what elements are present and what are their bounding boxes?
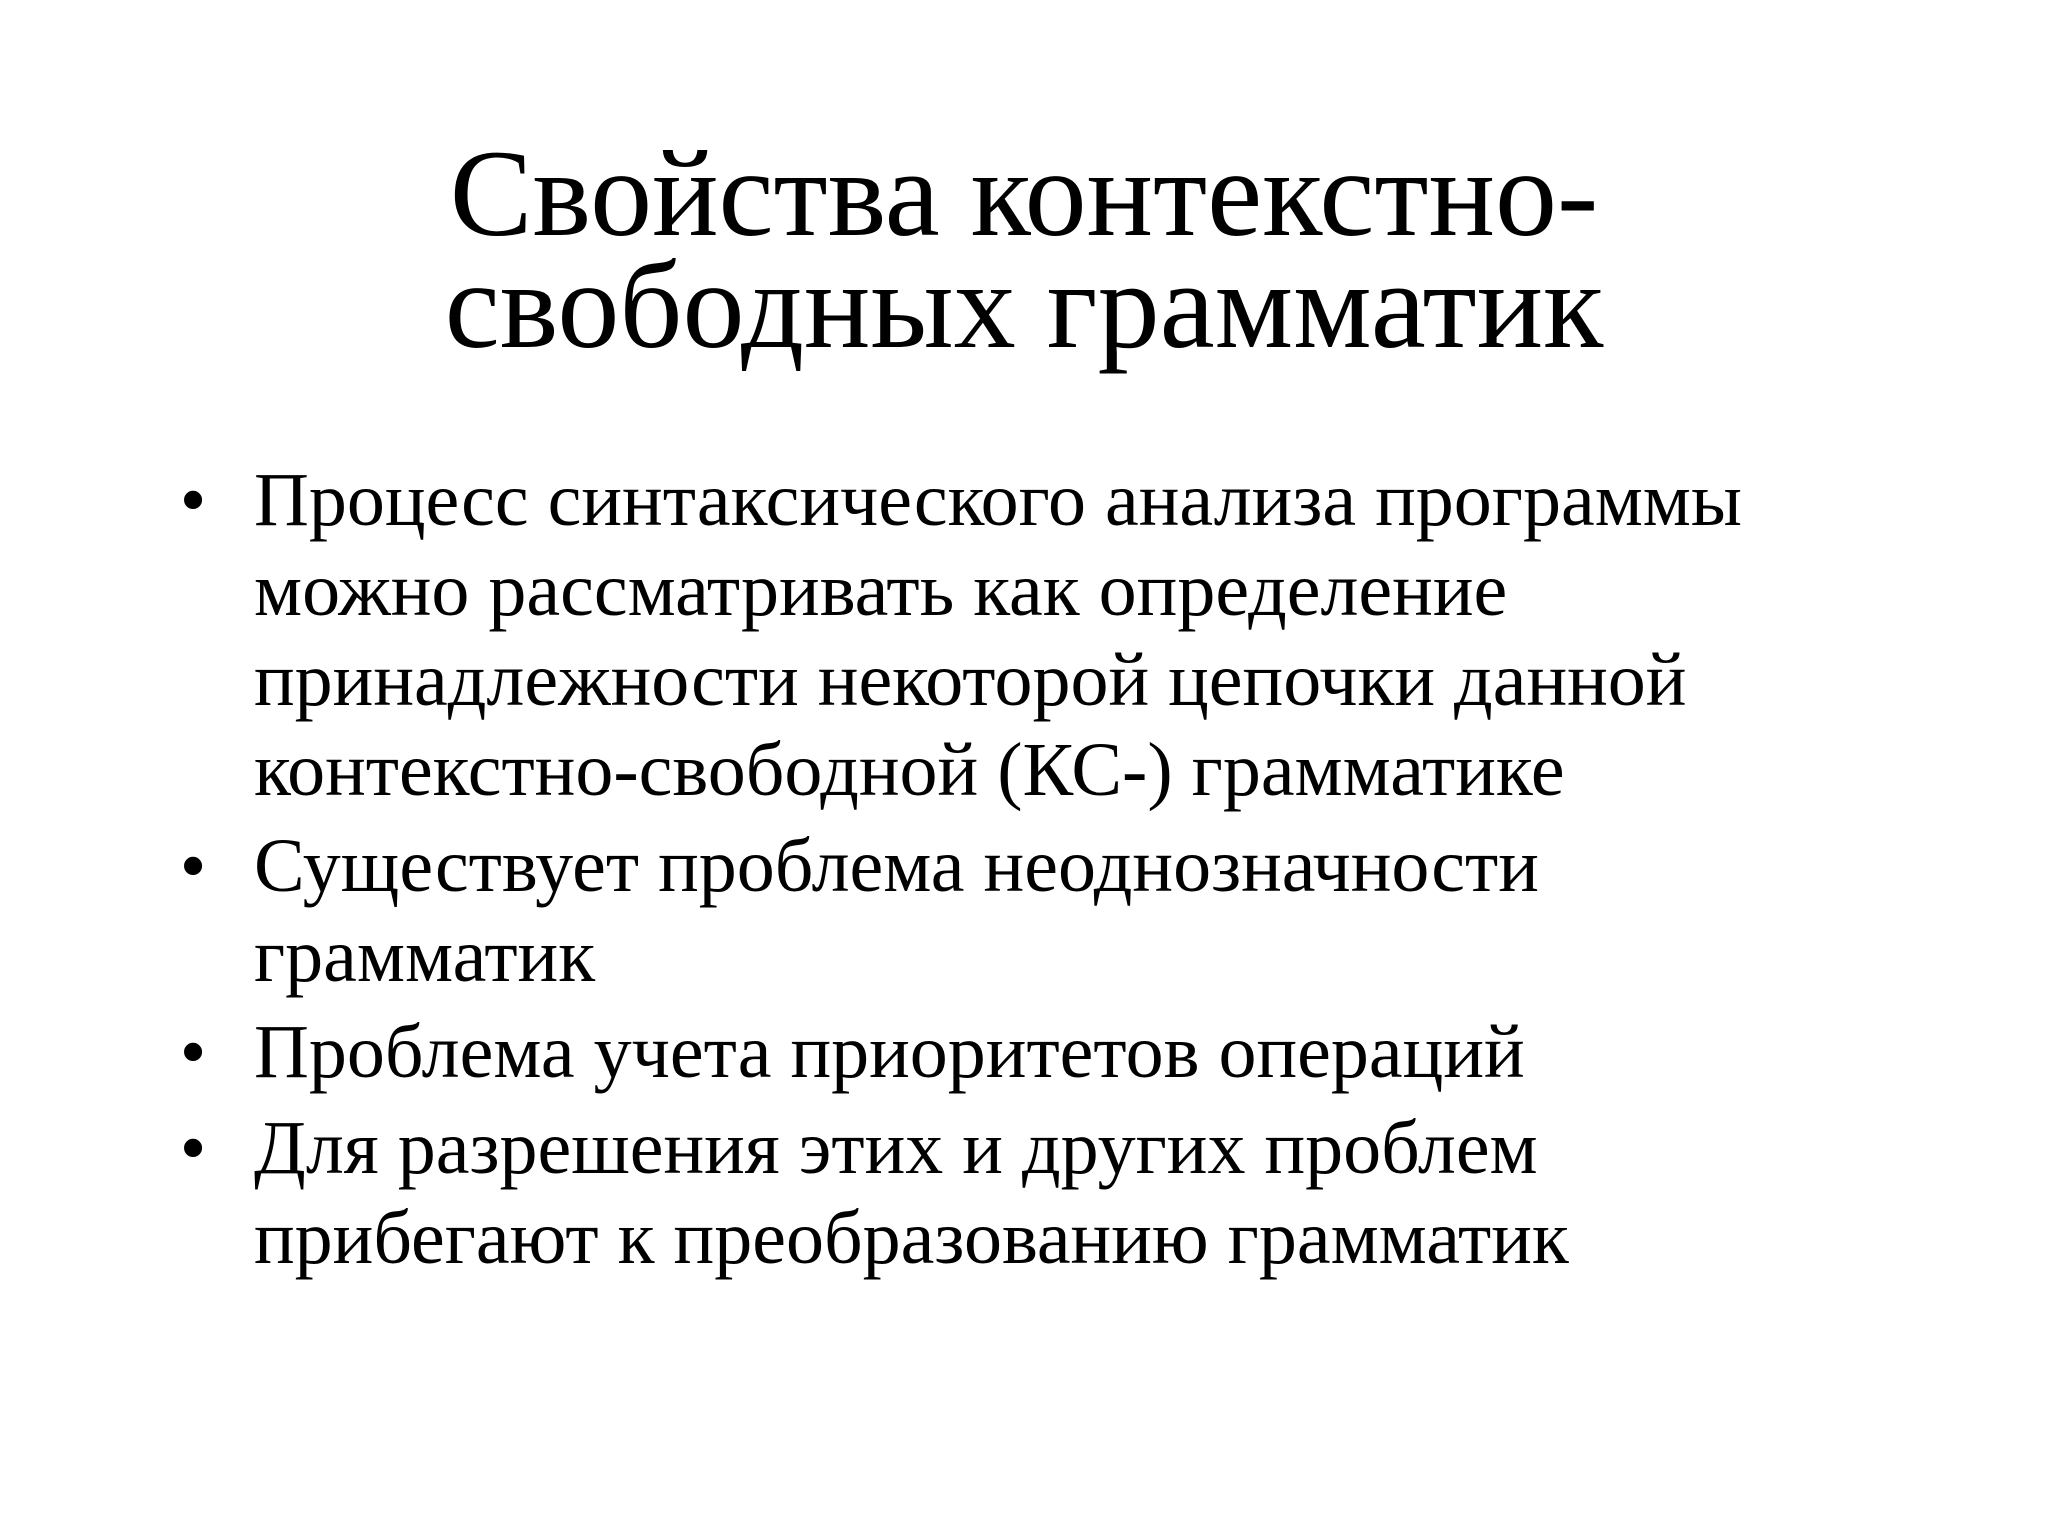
bullet-icon: • — [179, 458, 207, 542]
bullet-line: можно рассматривать как определение — [254, 548, 1508, 632]
bullet-line: грамматик — [254, 914, 596, 998]
bullet-text — [254, 1103, 1894, 1283]
bullet-line: Для разрешения этих и других проблем — [254, 1106, 1538, 1190]
title-line: свободных грамматик — [444, 237, 1604, 374]
bullet-item-transformation — [0, 1103, 2048, 1283]
bullet-line: Существует проблема неоднозначности — [254, 824, 1539, 908]
slide-title — [0, 125, 2048, 374]
bullet-line: Процесс синтаксического анализа программы — [254, 458, 1742, 542]
title-line: Свойства контекстно- — [449, 125, 1599, 262]
bullet-icon: • — [179, 1106, 207, 1190]
bullet-item-priority — [0, 1007, 2048, 1097]
bullet-line: прибегают к преобразованию грамматик — [254, 1196, 1569, 1280]
bullet-line: контекстно-свободной (КС-) грамматике — [254, 728, 1565, 812]
bullet-text — [254, 821, 1894, 1001]
bullet-line: Проблема учета приоритетов операций — [254, 1010, 1525, 1094]
bullet-icon: • — [179, 1010, 207, 1094]
bullet-list — [0, 455, 2048, 1289]
bullet-item-parsing — [0, 455, 2048, 815]
bullet-text — [254, 455, 1894, 815]
bullet-text — [254, 1007, 1894, 1097]
bullet-icon: • — [179, 824, 207, 908]
bullet-line: принадлежности некоторой цепочки данной — [254, 638, 1687, 722]
bullet-item-ambiguity — [0, 821, 2048, 1001]
